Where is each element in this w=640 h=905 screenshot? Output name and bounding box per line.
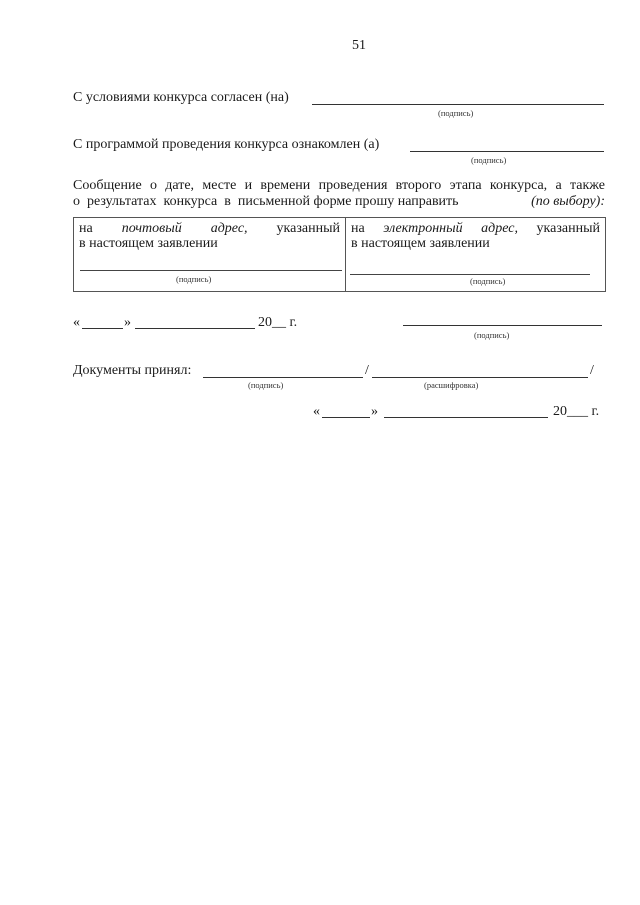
- email-address-option[interactable]: [346, 218, 605, 291]
- postal-word-2: почтовый: [121, 221, 182, 236]
- date1-close-quote: »: [124, 315, 131, 330]
- accepted-decode-caption: (расшифровка): [424, 380, 479, 390]
- postal-word-1: на: [79, 221, 93, 236]
- date2-year: 20___ г.: [553, 404, 600, 419]
- email-word-2: электронный: [383, 221, 463, 236]
- page-number: 51: [352, 38, 366, 53]
- program-label: С программой проведения конкурса ознакомлен (а): [73, 137, 380, 152]
- date1-signature-caption: (подпись): [474, 330, 510, 340]
- notice-line-2-text: о результатах конкурса в письменной форме прошу направить: [73, 194, 459, 209]
- postal-option-line-2: в настоящем заявлении: [79, 236, 218, 251]
- program-signature-caption: (подпись): [471, 155, 507, 165]
- date1-open-quote: «: [73, 315, 80, 330]
- accepted-slash: /: [365, 363, 369, 378]
- email-option-text: [351, 221, 600, 251]
- postal-word-3: адрес,: [210, 221, 248, 236]
- notice-line-2-italic: (по выбору):: [531, 194, 605, 209]
- date1-month-line[interactable]: [135, 328, 255, 329]
- date1-year: 20__ г.: [258, 315, 298, 330]
- email-signature-caption: (подпись): [470, 276, 506, 286]
- email-option-line-2: в настоящем заявлении: [351, 236, 490, 251]
- date2-close-quote: »: [371, 404, 378, 419]
- postal-option-text: [79, 221, 340, 251]
- postal-signature-line[interactable]: [80, 270, 342, 271]
- date1-day-line[interactable]: [82, 328, 123, 329]
- date2-month-line[interactable]: [384, 417, 548, 418]
- accepted-signature-caption: (подпись): [248, 380, 284, 390]
- notice-paragraph: [73, 178, 605, 210]
- postal-word-4: указанный: [276, 221, 340, 236]
- accepted-slash-end: /: [590, 363, 594, 378]
- notice-line-2: [73, 194, 605, 210]
- accepted-label: Документы принял:: [73, 363, 192, 378]
- email-word-1: на: [351, 221, 365, 236]
- consent-signature-caption: (подпись): [438, 108, 474, 118]
- delivery-choice-table: [73, 217, 606, 292]
- consent-signature-line[interactable]: [312, 104, 604, 105]
- date2-open-quote: «: [313, 404, 320, 419]
- postal-signature-caption: (подпись): [176, 274, 212, 284]
- postal-address-option[interactable]: [74, 218, 346, 291]
- accepted-signature-line[interactable]: [203, 377, 363, 378]
- email-signature-line[interactable]: [350, 274, 590, 275]
- email-word-3: адрес,: [481, 221, 518, 236]
- accepted-decode-line[interactable]: [372, 377, 588, 378]
- date2-day-line[interactable]: [322, 417, 370, 418]
- date1-signature-line[interactable]: [403, 325, 602, 326]
- program-signature-line[interactable]: [410, 151, 604, 152]
- email-word-4: указанный: [536, 221, 600, 236]
- notice-line-1: Сообщение о дате, месте и времени проведения второго этапа конкурса, а также: [73, 178, 605, 193]
- consent-label: С условиями конкурса согласен (на): [73, 90, 289, 105]
